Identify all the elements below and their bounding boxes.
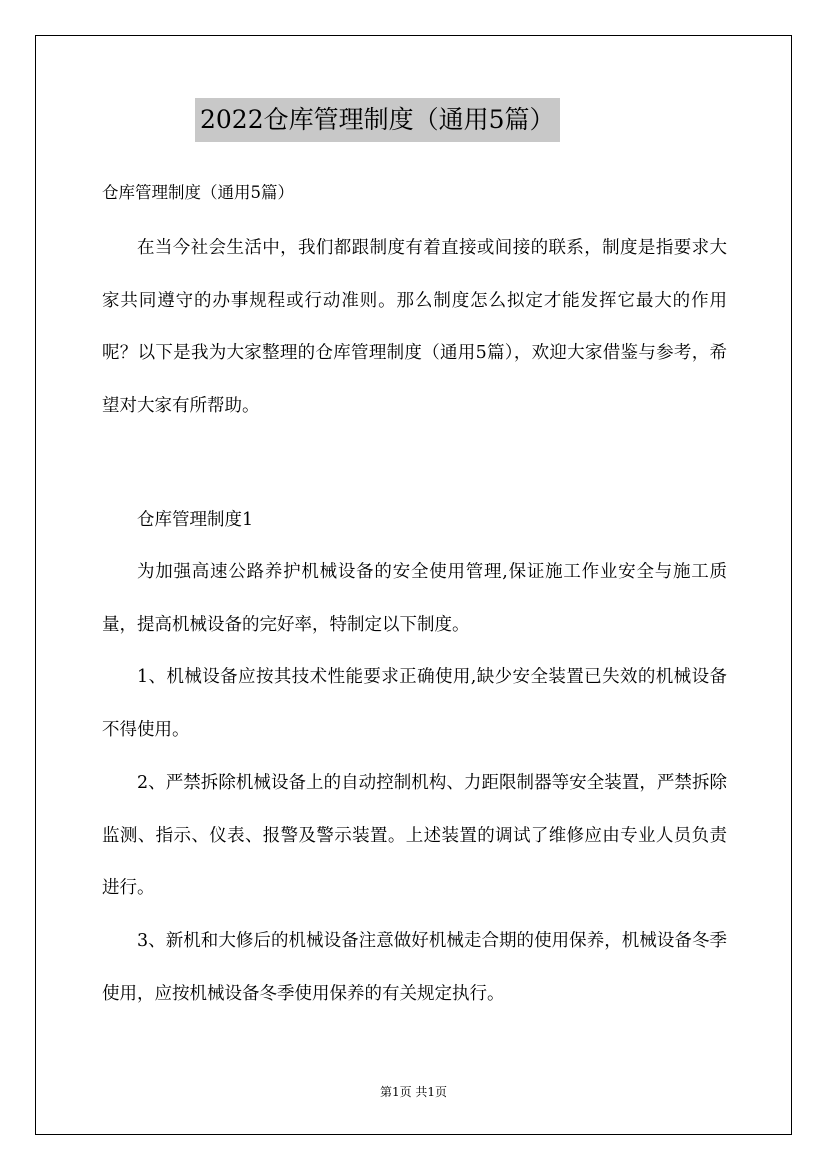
intro-paragraph: 在当今社会生活中，我们都跟制度有着直接或间接的联系，制度是指要求大家共同遵守的办事规程或行动准则。那么制度怎么拟定才能发挥它最大的作用呢？以下是我为大家整理的仓库管理制度（通用5篇），欢迎大家借鉴与参考，希望对大家有所帮助。	[102, 238, 727, 416]
page-footer: 第1页 共1页	[379, 1085, 448, 1099]
body-paragraph: 2、严禁拆除机械设备上的自动控制机构、力距限制器等安全装置，严禁拆除监测、指示、仪表、报警及警示装置。上述装置的调试了维修应由专业人员负责进行。	[102, 773, 727, 898]
body-paragraph: 1、机械设备应按其技术性能要求正确使用,缺少安全装置已失效的机械设备不得使用。	[102, 667, 727, 740]
body-paragraph: 3、新机和大修后的机械设备注意做好机械走合期的使用保养，机械设备冬季使用，应按机械设备冬季使用保养的有关规定执行。	[102, 931, 727, 1004]
section-heading: 仓库管理制度1	[137, 510, 254, 530]
body-paragraph: 为加强高速公路养护机械设备的安全使用管理,保证施工作业安全与施工质量，提高机械设备的完好率，特制定以下制度。	[102, 562, 727, 635]
document-subtitle: 仓库管理制度（通用5篇）	[102, 183, 294, 202]
document-title: 2022仓库管理制度（通用5篇）	[195, 98, 560, 142]
